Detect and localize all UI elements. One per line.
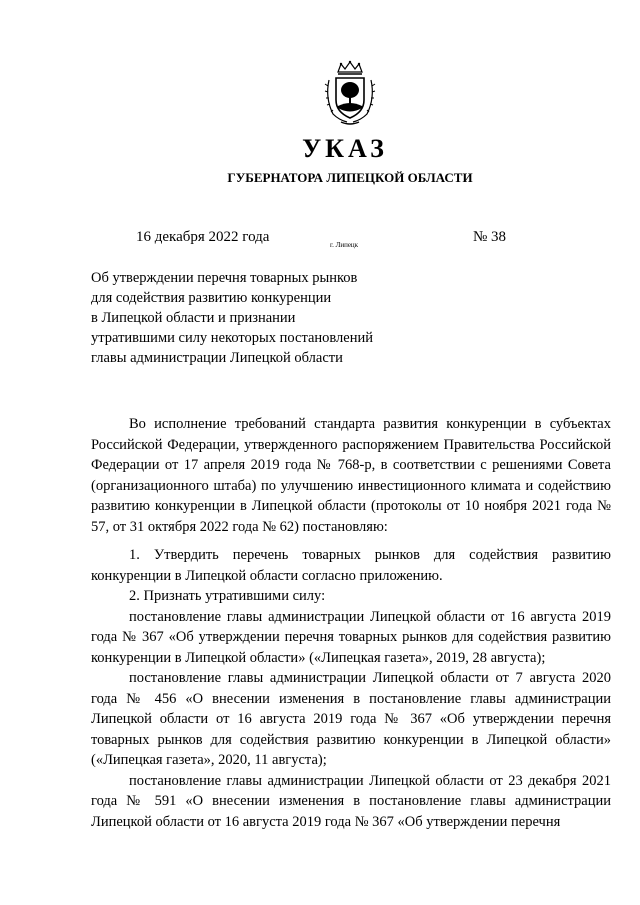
coat-of-arms-emblem — [323, 60, 377, 126]
heading-line: утратившими силу некоторых постановлений — [91, 330, 374, 346]
document-body — [91, 414, 611, 832]
item-2-paragraph: 2. Признать утратившими силу: — [129, 588, 326, 604]
document-number: № 38 — [473, 229, 507, 245]
item-1-paragraph: 1. Утвердить перечень товарных рынков для содействия развитию конкуренции в Липецкой области согласно приложению. — [91, 547, 611, 584]
item-2c-paragraph: постановление главы администрации Липецкой области от 23 декабря 2021 года № 591 «О внесении изменения в постановление главы администрации Липецкой области от 16 августа 2019 года № 367 «Об утверждении перечня — [91, 772, 611, 830]
document-date: 16 декабря 2022 года — [136, 229, 270, 245]
heading-line: главы администрации Липецкой области — [91, 350, 343, 366]
heading-line: Об утверждении перечня товарных рынков — [91, 270, 358, 286]
document-city: г. Липецк — [330, 241, 359, 249]
heading-line: для содействия развитию конкуренции — [91, 290, 332, 306]
document-title: УКАЗ — [302, 134, 388, 163]
item-2b-paragraph: постановление главы администрации Липецкой области от 7 августа 2020 года № 456 «О внесении изменения в постановление главы администрации Липецкой области от 16 августа 2019 года № 367 «Об утверждении перечня товарных рынков для содействия развитию конкуренции в Липецкой области» («Липецкая газета», 2020, 11 августа); — [91, 670, 611, 768]
preamble-paragraph: Во исполнение требований стандарта развития конкуренции в субъектах Российской Федерации, утвержденного распоряжением Правительства Российской Федерации от 17 апреля 2019 года № 768-р, в соответствии с решениями Совета (организационного штаба) по улучшению инвестиционного климата и содействию развитию конкуренции в Липецкой области (протоколы от 10 ноября 2021 года № 57, от 31 октября 2022 года № 62) постановляю: — [91, 416, 611, 535]
document-heading — [91, 268, 411, 368]
item-2a-paragraph: постановление главы администрации Липецкой области от 16 августа 2019 года № 367 «Об утверждении перечня товарных рынков для содействия развитию конкуренции в Липецкой области» («Липецкая газета», 2019, 28 августа); — [91, 608, 611, 666]
heading-line: в Липецкой области и признании — [91, 310, 296, 326]
document-subtitle: ГУБЕРНАТОРА ЛИПЕЦКОЙ ОБЛАСТИ — [227, 170, 473, 185]
